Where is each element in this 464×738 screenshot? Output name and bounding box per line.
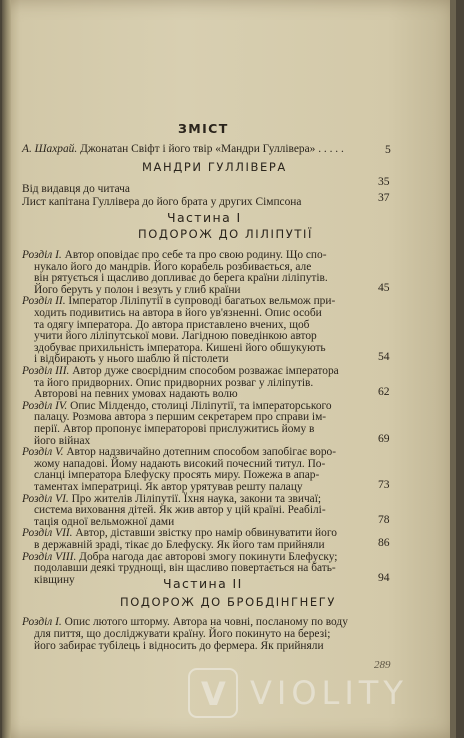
chapter-text: він рятується і щасливо допливає до берега країни ліліпутів. (34, 272, 328, 285)
chapter-label: Розділ VI. (22, 492, 72, 505)
chapter-text: учити його ліліпутської мови. Лагідною поведінкою автор (34, 330, 317, 343)
chapter-label: Розділ VII. (22, 527, 76, 540)
toc-line (34, 575, 75, 586)
watermark-text: VIOLITY (250, 674, 408, 712)
entry-intro (22, 144, 344, 155)
chapter-text: жому нападові. Йому надають високий почесний титул. По- (34, 457, 326, 470)
chapter-text: Автор, діставши звістку про намір обвинуватити його (75, 527, 337, 540)
chapter-label: Розділ V. (22, 446, 67, 459)
page-edge (450, 0, 456, 738)
chapter-text: сланці імператора Блефуску просять миру. Пожежа в апар- (34, 469, 320, 482)
chapter-text: ківщину (34, 573, 75, 586)
chapter-text: Імператор Ліліпутії в супроводі багатьох вельмож при- (68, 295, 336, 308)
chapter-label: Розділ IV. (22, 399, 71, 412)
part2-label: Частина II (163, 576, 243, 591)
entry-letter: Лист капітана Гуллівера до його брата у других Сімпсона (22, 196, 302, 208)
chapter-text: в державній зраді, тікає до Блефуску. Як його там прийняли (34, 539, 325, 551)
chapter-text: і відбирають у нього шаблю й пістолети (34, 353, 229, 366)
chapter-text: Автор дуже своєрідним способом розважає імператора (72, 365, 339, 377)
entry-intro-page: 5 (385, 143, 391, 156)
chapter-text: для пиття, що досліджувати країну. Його покинуто на березі; (34, 628, 331, 640)
chapter-page-number: 45 (378, 280, 390, 294)
book-title: МАНДРИ ГУЛЛІВЕРА (142, 160, 287, 174)
chapter-label: Розділ II. (22, 295, 69, 308)
chapter-page-number: 73 (378, 478, 390, 491)
chapter-label: Розділ I. (22, 249, 65, 261)
chapter-page-number: 69 (378, 431, 390, 445)
chapter-label: Розділ III. (22, 365, 73, 377)
toc-line (34, 641, 324, 652)
toc-line (34, 563, 336, 574)
chapter-text: палацу. Розмова автора з першим секретарем про справи ім- (34, 411, 327, 424)
entry-intro-title: Джонатан Свіфт і його твір «Мандри Гуллівера» (80, 143, 316, 155)
chapter-text: Опис лютого шторму. Автора на човні, посланому по воду (64, 616, 348, 628)
book-page (2, 0, 456, 738)
entry-publisher: Від видавця до читача (22, 183, 130, 195)
chapter-text: його війнах (34, 434, 91, 447)
part2-title: ПОДОРОЖ ДО БРОБДІНГНЕГУ (120, 595, 336, 609)
book-gutter (2, 0, 11, 738)
watermark-logo-icon: V (188, 668, 238, 718)
entry-letter-page: 37 (378, 191, 390, 204)
toc-line (22, 617, 348, 628)
chapter-page-number: 62 (378, 385, 390, 399)
entry-intro-dots: . . . . . (318, 143, 344, 155)
chapter-text: перії. Автор пропонує імператорові прислужитись йому в (34, 423, 315, 435)
chapter-text: Його беруть у полон і везуть у глиб країни (34, 283, 241, 296)
chapter-text: ходить подивитись на автора в його ув'язненні. Опис особи (34, 307, 322, 319)
chapter-text: Добра нагода дає авторові змогу покинути Блефуску; (79, 550, 338, 563)
chapter-page-number: 94 (378, 570, 390, 584)
chapter-text: Авторові на певних умовах надають волю (34, 388, 238, 401)
violity-watermark (188, 668, 448, 722)
chapter-text: та його придворних. Опис придворних розваг у ліліпутів. (34, 376, 314, 389)
contents-heading: ЗМІСТ (178, 121, 229, 136)
entry-publisher-page: 35 (378, 175, 390, 188)
chapter-text: Автор оповідає про себе та про свою родину. Що спо- (64, 249, 327, 261)
entry-intro-author: А. Шахрай. (22, 143, 78, 155)
chapter-text: його забирає тубілець і відносить до фермера. Як прийняли (34, 640, 324, 652)
chapter-text: здобуває прихильність імператора. Кишені його обшукують (34, 341, 326, 354)
chapter-label: Розділ I. (22, 616, 65, 628)
page-number: 289 (374, 659, 391, 671)
part1-label: Частина I (167, 210, 242, 225)
chapter-text: Про жителів Ліліпутії. Їхня наука, закони та звичаї; (71, 492, 322, 505)
toc-line (34, 629, 330, 640)
chapter-page-number: 78 (378, 512, 390, 526)
chapter-page-number: 54 (378, 350, 390, 364)
chapter-label: Розділ VIII. (22, 550, 80, 563)
chapter-text: нукало його до мандрів. Його корабель розбивається, але (34, 260, 312, 273)
chapter-text: та одягу імператора. До автора приставлено вчених, щоб (34, 318, 310, 331)
chapter-text: Опис Мілдендо, столиці Ліліпутії, та імператорського (70, 399, 332, 412)
part1-title: ПОДОРОЖ ДО ЛІЛІПУТІЇ (138, 227, 313, 241)
chapter-page-number: 86 (378, 536, 390, 549)
chapter-text: подолавши деякі труднощі, він щасливо повертається на бать- (34, 562, 336, 575)
chapter-text: Автор надзвичайно дотепним способом запобігає воро- (66, 446, 337, 459)
chapter-text: тація одної вельможної дами (34, 515, 175, 528)
chapter-text: система виховання дітей. Як жив автор у цій країні. Реабілі- (34, 504, 326, 517)
chapter-text: таментах імператриці. Як автор урятував решту палацу (34, 481, 303, 493)
